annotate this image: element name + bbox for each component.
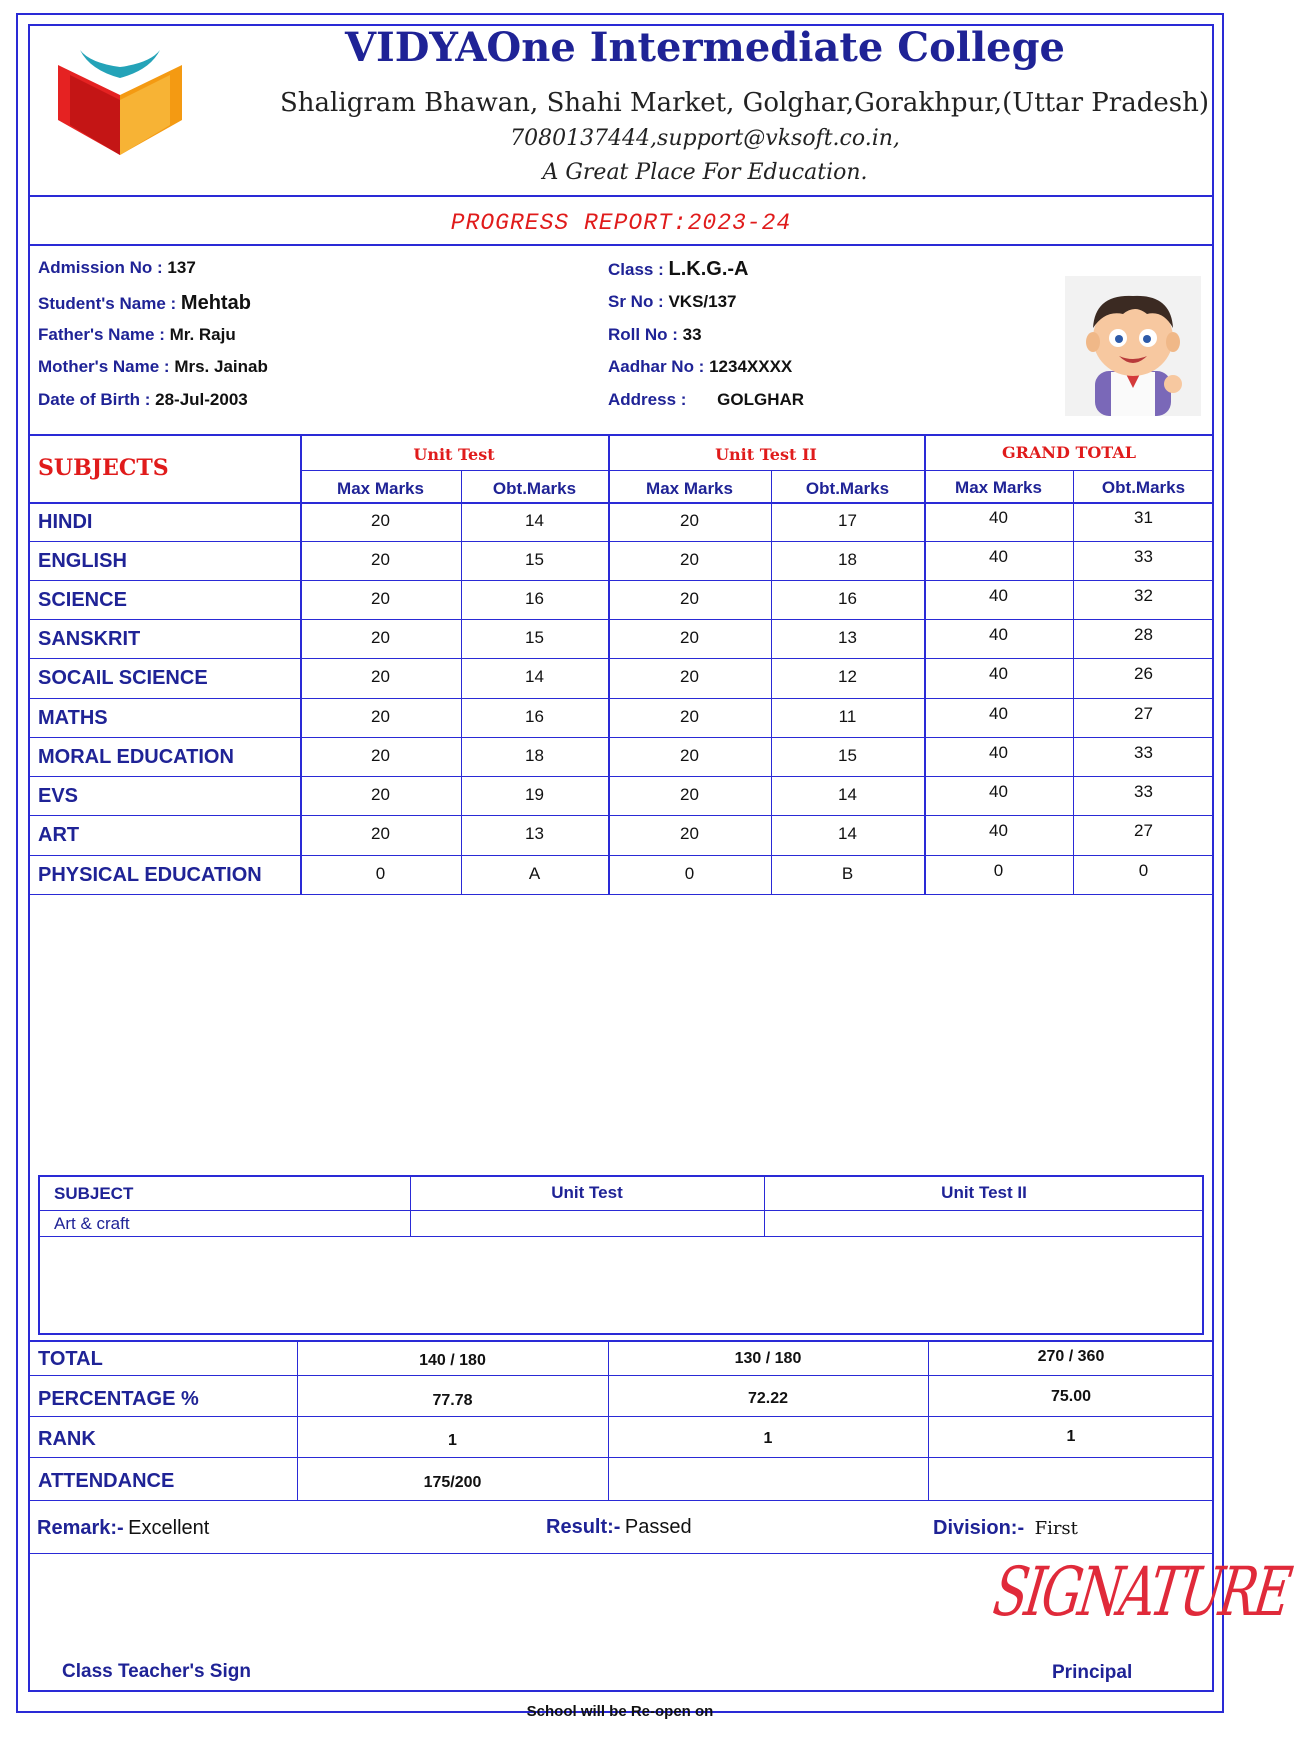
- subject-name: MATHS: [38, 707, 108, 729]
- school-address: Shaligram Bhawan, Shahi Market, Golghar,Gorakhpur,(Uttar Pradesh): [280, 88, 1209, 118]
- subject-name: ART: [38, 824, 80, 846]
- marks-cell: 40: [989, 704, 1008, 723]
- summary-cell: 1: [763, 1430, 773, 1447]
- table-row-line: [28, 502, 1214, 504]
- table-row-line: [28, 855, 1214, 856]
- table-row-line: [28, 541, 1214, 542]
- result-label: Result:-: [546, 1516, 621, 1538]
- marks-cell: 0: [375, 864, 386, 883]
- principal-label: Principal: [1052, 1662, 1133, 1683]
- admission-no-value: 137: [167, 258, 196, 277]
- class-label: Class :: [608, 260, 664, 279]
- marks-cell: 16: [525, 707, 544, 726]
- student-name: [38, 292, 251, 315]
- father-name-label: Father's Name :: [38, 325, 165, 344]
- marks-cell: 33: [1134, 743, 1153, 762]
- marks-cell: 40: [989, 821, 1008, 840]
- marks-cell: 16: [525, 589, 544, 608]
- mother-name: [38, 357, 268, 377]
- school-tagline: A Great Place For Education.: [542, 160, 868, 185]
- summary-cell: 270 / 360: [1037, 1348, 1105, 1365]
- summary-row-line: [28, 1340, 1214, 1342]
- mother-name-label: Mother's Name :: [38, 357, 170, 376]
- marks-cell: 20: [680, 707, 699, 726]
- marks-cell: 20: [680, 628, 699, 647]
- subject-name: SCIENCE: [38, 589, 127, 611]
- marks-cell: 20: [371, 511, 390, 530]
- summary-cell: 75.00: [1050, 1388, 1092, 1405]
- marks-cell: 13: [525, 824, 544, 843]
- sr-no-value: VKS/137: [668, 292, 737, 311]
- marks-cell: 31: [1134, 508, 1153, 527]
- marks-cell: 20: [680, 785, 699, 804]
- marks-cell: 0: [993, 861, 1004, 880]
- marks-cell: 20: [680, 746, 699, 765]
- marks-cell: 14: [525, 511, 544, 530]
- sr-no: [608, 292, 737, 312]
- principal-signature: SIGNATURE: [988, 1553, 1294, 1632]
- marks-cell: 26: [1134, 664, 1153, 683]
- marks-cell: 20: [371, 589, 390, 608]
- marks-cell: 19: [525, 785, 544, 804]
- aadhar-no: [608, 357, 792, 377]
- marks-cell: 18: [525, 746, 544, 765]
- class-teacher-sign: Class Teacher's Sign: [62, 1661, 251, 1682]
- marks-cell: 20: [680, 550, 699, 569]
- marks-cell: 20: [371, 550, 390, 569]
- co-header-unit-test: Unit Test: [551, 1183, 623, 1202]
- marks-cell: 40: [989, 743, 1008, 762]
- student-photo: [1065, 276, 1201, 416]
- marks-cell: 18: [838, 550, 857, 569]
- divider: [28, 434, 1214, 436]
- marks-cell: 20: [371, 746, 390, 765]
- co-header-subject: SUBJECT: [54, 1184, 134, 1203]
- marks-cell: 20: [680, 589, 699, 608]
- marks-cell: 20: [371, 707, 390, 726]
- book-logo-icon: [50, 45, 190, 160]
- subject-name: MORAL EDUCATION: [38, 746, 234, 768]
- marks-cell: 40: [989, 547, 1008, 566]
- marks-cell: 40: [989, 508, 1008, 527]
- marks-cell: 40: [989, 664, 1008, 683]
- marks-cell: 15: [525, 628, 544, 647]
- student-name-value: Mehtab: [180, 292, 251, 314]
- co-row-line: [40, 1210, 1202, 1211]
- col-header-obt-marks: Obt.Marks: [1101, 478, 1186, 497]
- marks-cell: 14: [525, 667, 544, 686]
- school-contact: 7080137444,support@vksoft.co.in,: [510, 126, 900, 151]
- aadhar-no-label: Aadhar No :: [608, 357, 705, 376]
- col-header-max-marks: Max Marks: [337, 479, 424, 498]
- co-header-unit-test-ii: Unit Test II: [941, 1183, 1027, 1202]
- marks-cell: 11: [838, 707, 857, 726]
- remark-value: Excellent: [128, 1517, 210, 1539]
- admission-no-label: Admission No :: [38, 258, 163, 277]
- student-avatar-icon: [1065, 276, 1201, 416]
- summary-cell: 72.22: [747, 1390, 789, 1407]
- roll-no-value: 33: [682, 325, 702, 344]
- marks-cell: 20: [371, 785, 390, 804]
- marks-cell: 40: [989, 782, 1008, 801]
- table-row-line: [28, 698, 1214, 699]
- address-label: Address :: [608, 390, 687, 409]
- school-name: VIDYAOne Intermediate College: [344, 24, 1066, 71]
- marks-cell: 20: [680, 824, 699, 843]
- marks-cell: 28: [1134, 625, 1153, 644]
- summary-row-line: [28, 1375, 1214, 1376]
- address: [608, 390, 804, 410]
- marks-cell: 15: [838, 746, 857, 765]
- marks-cell: B: [841, 864, 854, 883]
- marks-cell: 15: [525, 550, 544, 569]
- group-header-unit-test-ii: Unit Test II: [715, 445, 817, 464]
- marks-cell: 16: [838, 589, 857, 608]
- marks-cell: 13: [838, 628, 857, 647]
- dob-label: Date of Birth :: [38, 390, 151, 409]
- marks-cell: 32: [1134, 586, 1153, 605]
- sr-no-label: Sr No :: [608, 292, 664, 311]
- marks-cell: 14: [838, 824, 857, 843]
- marks-cell: A: [528, 864, 541, 883]
- marks-cell: 40: [989, 586, 1008, 605]
- marks-cell: 27: [1134, 821, 1153, 840]
- table-row-line: [28, 815, 1214, 816]
- father-name: [38, 325, 236, 345]
- remark-label: Remark:-: [37, 1517, 124, 1539]
- table-row-line: [300, 470, 1214, 471]
- school-logo: [50, 45, 190, 160]
- summary-cell: 1: [448, 1432, 457, 1449]
- marks-cell: 20: [371, 628, 390, 647]
- col-header-max-marks: Max Marks: [646, 479, 733, 498]
- subject-name: EVS: [38, 785, 79, 807]
- summary-label: RANK: [38, 1428, 96, 1450]
- division: [933, 1517, 1078, 1540]
- class: [608, 258, 748, 281]
- marks-cell: 33: [1134, 547, 1153, 566]
- table-row-line: [28, 776, 1214, 777]
- table-row-line: [28, 619, 1214, 620]
- subject-name: SOCAIL SCIENCE: [38, 667, 208, 689]
- subjects-header: SUBJECTS: [38, 455, 169, 481]
- subject-name: PHYSICAL EDUCATION: [38, 864, 262, 886]
- student-name-label: Student's Name :: [38, 294, 177, 313]
- co-subject-art-craft: Art & craft: [54, 1214, 130, 1233]
- mother-name-value: Mrs. Jainab: [174, 357, 268, 376]
- summary-label: ATTENDANCE: [38, 1470, 175, 1492]
- result: [546, 1516, 692, 1539]
- summary-row-line: [28, 1457, 1214, 1458]
- marks-cell: 0: [684, 864, 695, 883]
- divider: [28, 195, 1214, 197]
- division-label: Division:-: [933, 1517, 1025, 1539]
- summary-label: TOTAL: [38, 1348, 103, 1370]
- class-value: L.K.G.-A: [668, 258, 749, 280]
- group-header-grand-total: GRAND TOTAL: [1002, 443, 1136, 462]
- summary-cell: 175/200: [423, 1474, 482, 1491]
- summary-label: PERCENTAGE %: [38, 1388, 199, 1410]
- footer-reopen-note: School will be Re-open on: [526, 1703, 714, 1720]
- marks-cell: 20: [371, 667, 390, 686]
- divider: [28, 244, 1214, 246]
- roll-no-label: Roll No :: [608, 325, 678, 344]
- marks-cell: 33: [1134, 782, 1153, 801]
- marks-cell: 14: [838, 785, 857, 804]
- father-name-value: Mr. Raju: [169, 325, 236, 344]
- table-row-line: [28, 658, 1214, 659]
- division-value: First: [1034, 1518, 1078, 1539]
- date-of-birth: [38, 390, 248, 410]
- col-header-obt-marks: Obt.Marks: [492, 479, 577, 498]
- marks-cell: 27: [1134, 704, 1153, 723]
- admission-no: [38, 258, 196, 278]
- subject-name: ENGLISH: [38, 550, 127, 572]
- remark: [37, 1517, 209, 1540]
- marks-cell: 40: [989, 625, 1008, 644]
- col-header-max-marks: Max Marks: [955, 478, 1042, 497]
- summary-cell: 140 / 180: [419, 1352, 486, 1369]
- marks-cell: 20: [680, 511, 699, 530]
- marks-cell: 12: [838, 667, 857, 686]
- subject-name: SANSKRIT: [38, 628, 141, 650]
- table-row-line: [28, 737, 1214, 738]
- summary-row-line: [28, 1416, 1214, 1417]
- dob-value: 28-Jul-2003: [155, 390, 248, 409]
- summary-cell: 1: [1066, 1428, 1076, 1445]
- result-value: Passed: [624, 1516, 692, 1538]
- roll-no: [608, 325, 702, 345]
- table-row-line: [28, 580, 1214, 581]
- subject-name: HINDI: [38, 511, 93, 533]
- table-row-line: [28, 894, 1214, 895]
- group-header-unit-test: Unit Test: [413, 445, 495, 464]
- col-header-obt-marks: Obt.Marks: [805, 479, 890, 498]
- marks-cell: 17: [838, 511, 857, 530]
- summary-cell: 130 / 180: [734, 1350, 802, 1367]
- marks-cell: 20: [680, 667, 699, 686]
- marks-cell: 0: [1138, 861, 1149, 880]
- report-title: PROGRESS REPORT:2023-24: [450, 210, 792, 236]
- co-row-line: [40, 1236, 1202, 1237]
- summary-row-line: [28, 1500, 1214, 1501]
- address-value: GOLGHAR: [717, 390, 805, 409]
- marks-cell: 20: [371, 824, 390, 843]
- aadhar-no-value: 1234XXXX: [709, 357, 793, 376]
- summary-cell: 77.78: [432, 1392, 473, 1409]
